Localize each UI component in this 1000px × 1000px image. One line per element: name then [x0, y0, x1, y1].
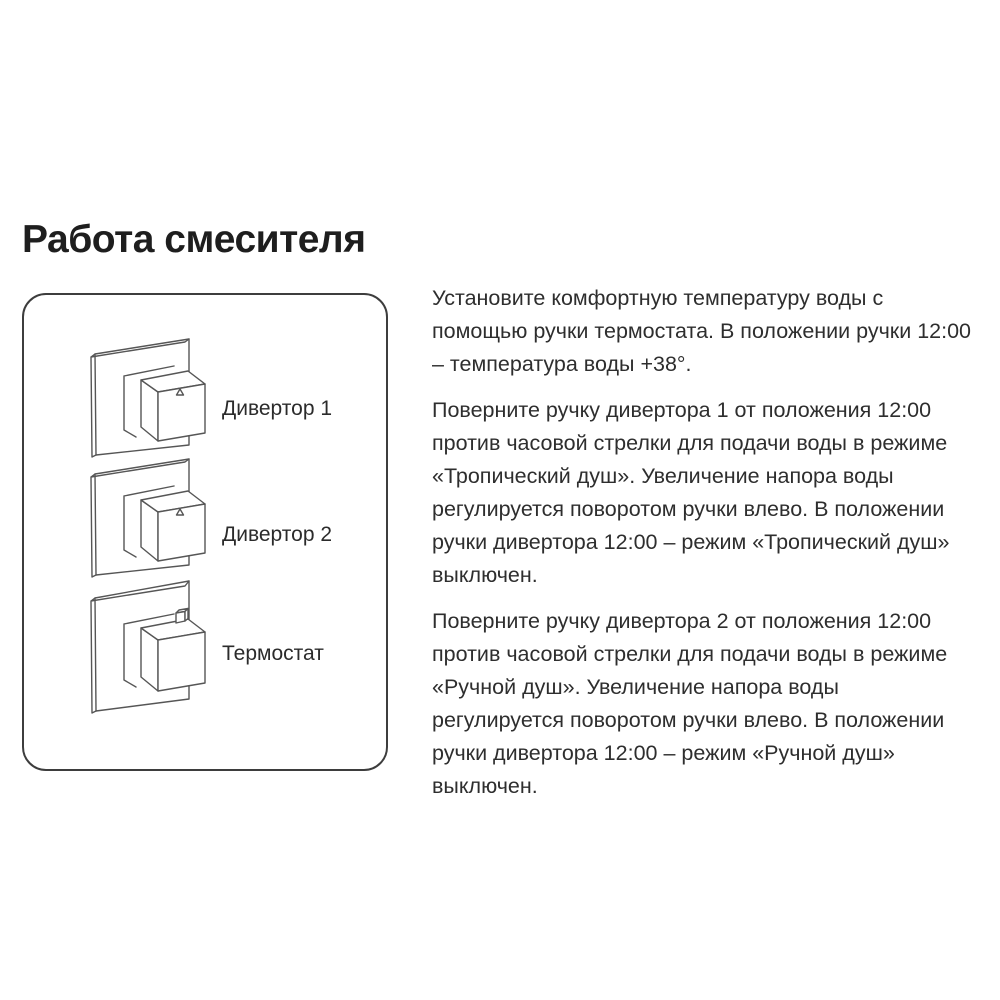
thermostat-illustration — [84, 577, 224, 715]
knob-label-thermostat: Термостат — [222, 642, 324, 665]
thermostat-safety-pin-icon — [176, 609, 188, 624]
knob-label-diverter-1: Дивертор 1 — [222, 397, 333, 420]
instruction-paragraph-diverter-2: Поверните ручку дивертора 2 от положения 12:00 против часовой стрелки для подачи воды в режиме «Ручной душ». Увеличение напора воды регулируется поворотом ручки влево. В положении ручки дивертора 12:00 – режим «Ручной душ» выключен. — [432, 609, 948, 798]
knob-label-diverter-2: Дивертор 2 — [222, 523, 333, 546]
knob-icon — [84, 335, 224, 459]
knob-icon — [84, 455, 224, 579]
diverter-2-illustration — [84, 455, 224, 579]
diverter-1-illustration — [84, 335, 224, 459]
instruction-paragraph-diverter-1: Поверните ручку дивертора 1 от положения 12:00 против часовой стрелки для подачи воды в режиме «Тропический душ». Увеличение напора воды регулируется поворотом ручки влево. В положении ручки дивертора 12:00 – режим «Тропический душ» выключен. — [432, 398, 950, 587]
mixer-diagram-box — [22, 293, 388, 771]
instructions-column — [432, 282, 972, 816]
knob-icon — [84, 577, 224, 715]
instruction-paragraph-thermostat: Установите комфортную температуру воды с помощью ручки термостата. В положении ручки 12:00 – температура воды +38°. — [432, 286, 972, 376]
page-title: Работа смесителя — [22, 218, 366, 261]
